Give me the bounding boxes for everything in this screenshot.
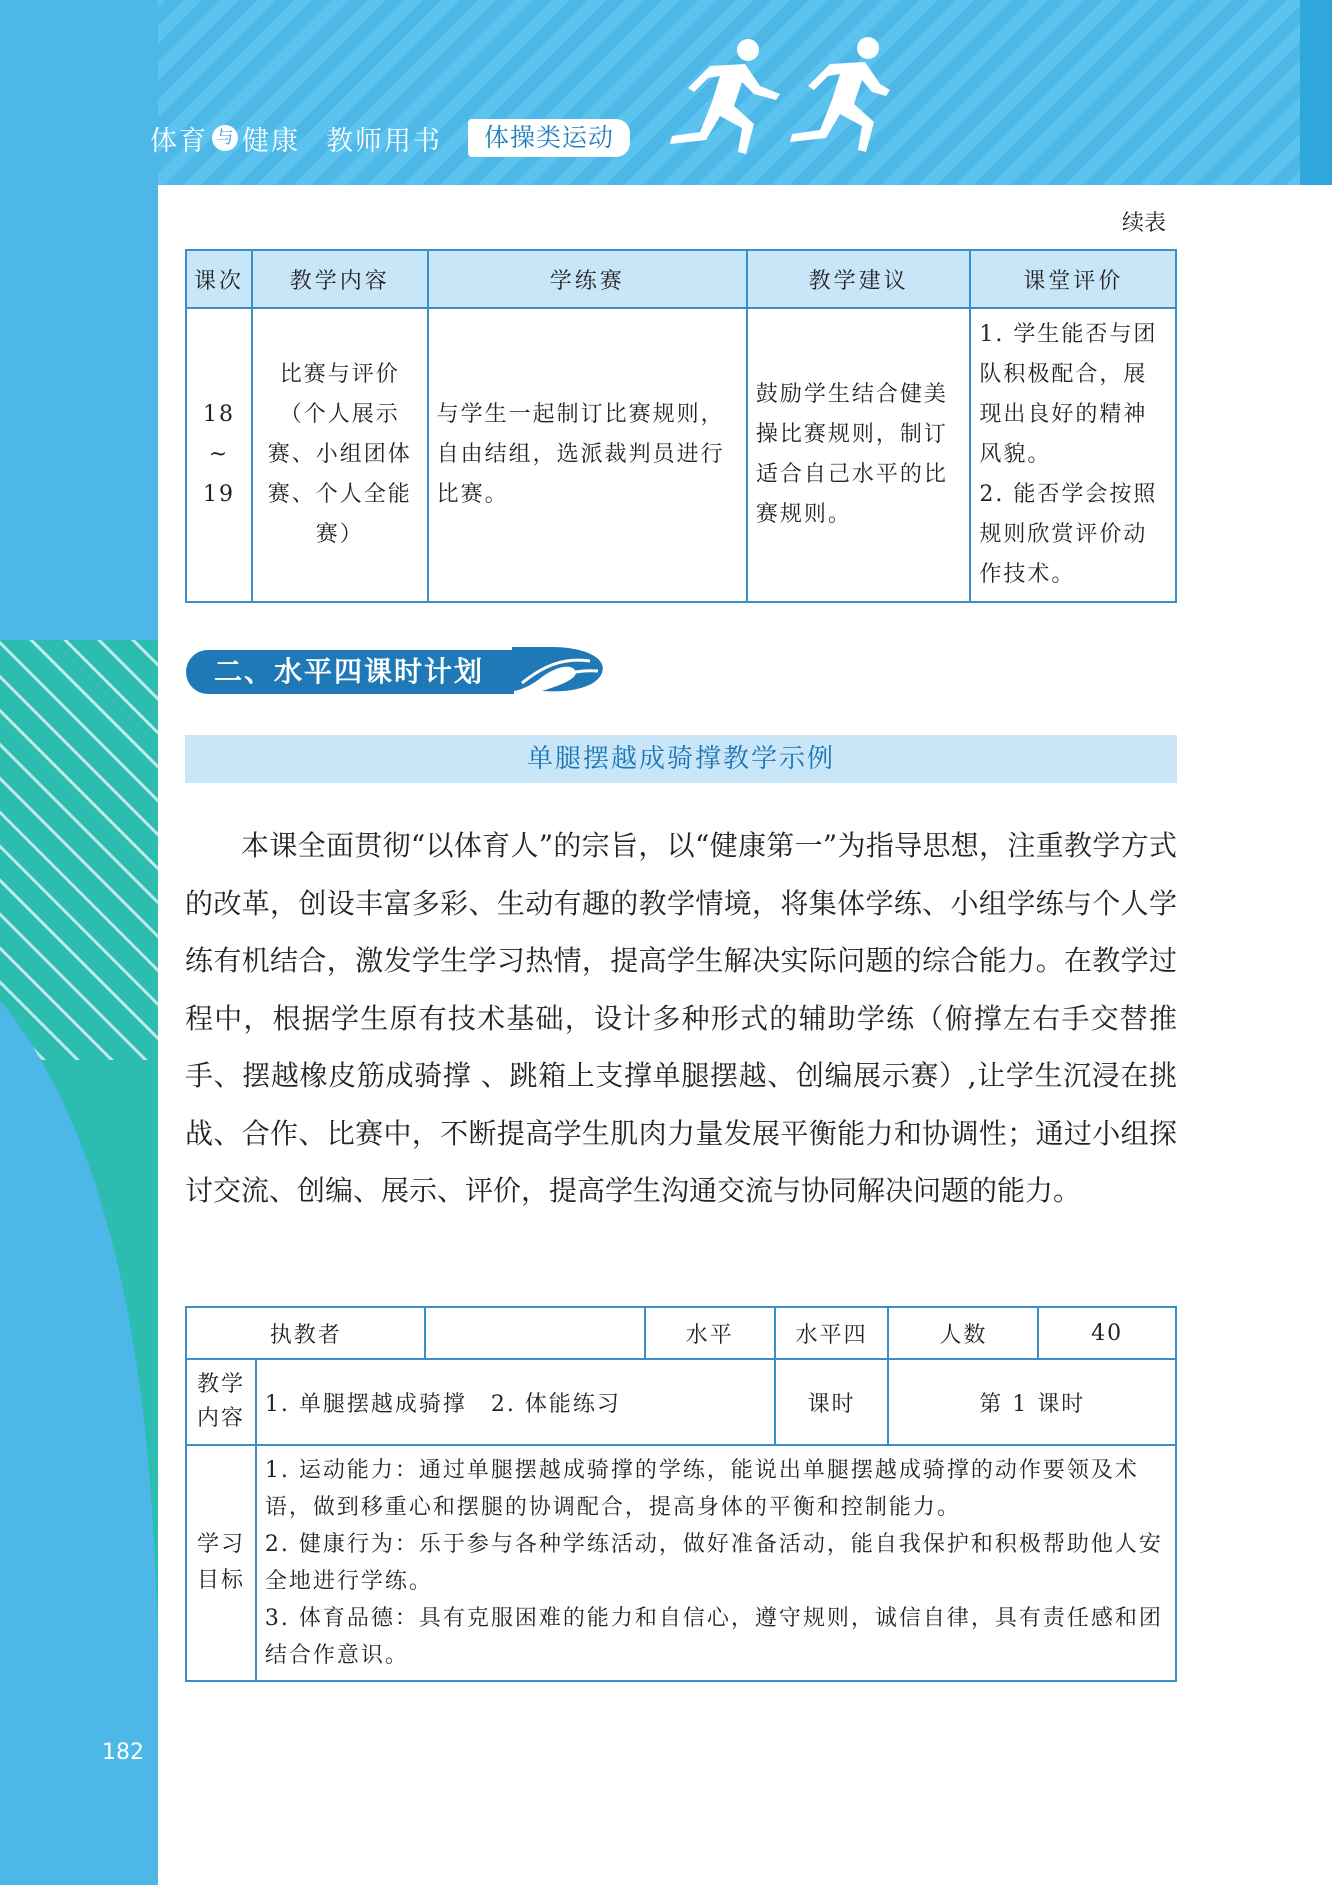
wave-icon bbox=[512, 647, 608, 697]
intro-text: 本课全面贯彻“以体育人”的宗旨，以“健康第一”为指导思想，注重教学方式的改革，创设丰富多彩、生动有趣的教学情境，将集体学练、小组学练与个人学练有机结合，激发学生学习热情，提高学生解决实际问题的综合能力。在教学过程中，根据学生原有技术基础，设计多种形式的辅助学练（俯撑左右手交替推手、摆越橡皮筋成骑撑 、跳箱上支撑单腿摆越、创编展示赛）,让学生沉浸在挑战、合作、比赛中，不断提高学生肌肉力量发展平衡能力和协调性；通过小组探讨交流、创编、展示、评价，提高学生沟通交流与协同解决问题的能力。 bbox=[185, 829, 1177, 1207]
table-row bbox=[186, 1307, 1176, 1359]
col-header-content: 教学内容 bbox=[252, 250, 428, 308]
content-label: 教学内容 bbox=[186, 1359, 256, 1445]
runner-icon bbox=[650, 36, 890, 166]
content-value: 1. 单腿摆越成骑撑 2. 体能练习 bbox=[256, 1359, 775, 1445]
level-value: 水平四 bbox=[775, 1307, 889, 1359]
continued-label: 续表 bbox=[1121, 211, 1166, 236]
col-header-advice: 教学建议 bbox=[747, 250, 971, 308]
table-header-row bbox=[186, 250, 1176, 308]
goal-item: 3. 体育品德：具有克服困难的能力和自信心，遵守规则，诚信自律，具有责任感和团结合作意识。 bbox=[264, 1606, 1163, 1668]
lesson-table-continued bbox=[185, 249, 1177, 603]
lesson-separator: ~ bbox=[208, 442, 230, 467]
period-value: 第 1 课时 bbox=[888, 1359, 1176, 1445]
book-title-part1: 体育 bbox=[150, 125, 208, 157]
evaluation-cell bbox=[970, 308, 1176, 602]
teacher-label: 执教者 bbox=[186, 1307, 425, 1359]
section-heading bbox=[186, 650, 608, 694]
lesson-end: 19 bbox=[202, 482, 235, 507]
col-header-evaluation: 课堂评价 bbox=[970, 250, 1176, 308]
teacher-value bbox=[425, 1307, 644, 1359]
example-title-banner: 单腿摆越成骑撑教学示例 bbox=[185, 735, 1177, 783]
goals-label: 学习目标 bbox=[186, 1445, 256, 1681]
evaluation-item: 1. 学生能否与团队积极配合，展现出良好的精神风貌。 bbox=[979, 322, 1158, 467]
chapter-tag: 体操类运动 bbox=[468, 119, 630, 157]
section-title: 二、水平四课时计划 bbox=[186, 650, 514, 694]
book-type: 教师用书 bbox=[326, 125, 442, 157]
practice-cell: 与学生一起制订比赛规则，自由结组，选派裁判员进行比赛。 bbox=[428, 308, 747, 602]
page-number: 182 bbox=[102, 1740, 144, 1765]
col-header-lesson: 课次 bbox=[186, 250, 252, 308]
goals-cell bbox=[256, 1445, 1176, 1681]
table-row bbox=[186, 1445, 1176, 1681]
book-title-part2: 健康 bbox=[242, 125, 300, 157]
evaluation-item: 2. 能否学会按照规则欣赏评价动作技术。 bbox=[979, 482, 1158, 587]
intro-paragraph bbox=[185, 817, 1177, 1220]
goal-item: 1. 运动能力：通过单腿摆越成骑撑的学练，能说出单腿摆越成骑撑的动作要领及术语，做到移重心和摆腿的协调配合，提高身体的平衡和控制能力。 bbox=[264, 1458, 1139, 1520]
book-header bbox=[150, 116, 630, 160]
lesson-plan-table bbox=[185, 1306, 1177, 1682]
book-title-connector: 与 bbox=[212, 125, 238, 151]
goal-item: 2. 健康行为：乐于参与各种学练活动，做好准备活动，能自我保护和积极帮助他人安全地进行学练。 bbox=[264, 1532, 1163, 1594]
left-margin-background bbox=[0, 0, 158, 1885]
count-value: 40 bbox=[1038, 1307, 1176, 1359]
period-label: 课时 bbox=[775, 1359, 889, 1445]
advice-cell: 鼓励学生结合健美操比赛规则，制订适合自己水平的比赛规则。 bbox=[747, 308, 971, 602]
col-header-practice: 学练赛 bbox=[428, 250, 747, 308]
count-label: 人数 bbox=[888, 1307, 1038, 1359]
lesson-start: 18 bbox=[202, 402, 235, 427]
table-row bbox=[186, 1359, 1176, 1445]
level-label: 水平 bbox=[645, 1307, 775, 1359]
lesson-number-cell bbox=[186, 308, 252, 602]
table-row bbox=[186, 308, 1176, 602]
content-cell: 比赛与评价（个人展示赛、小组团体赛、个人全能赛） bbox=[252, 308, 428, 602]
